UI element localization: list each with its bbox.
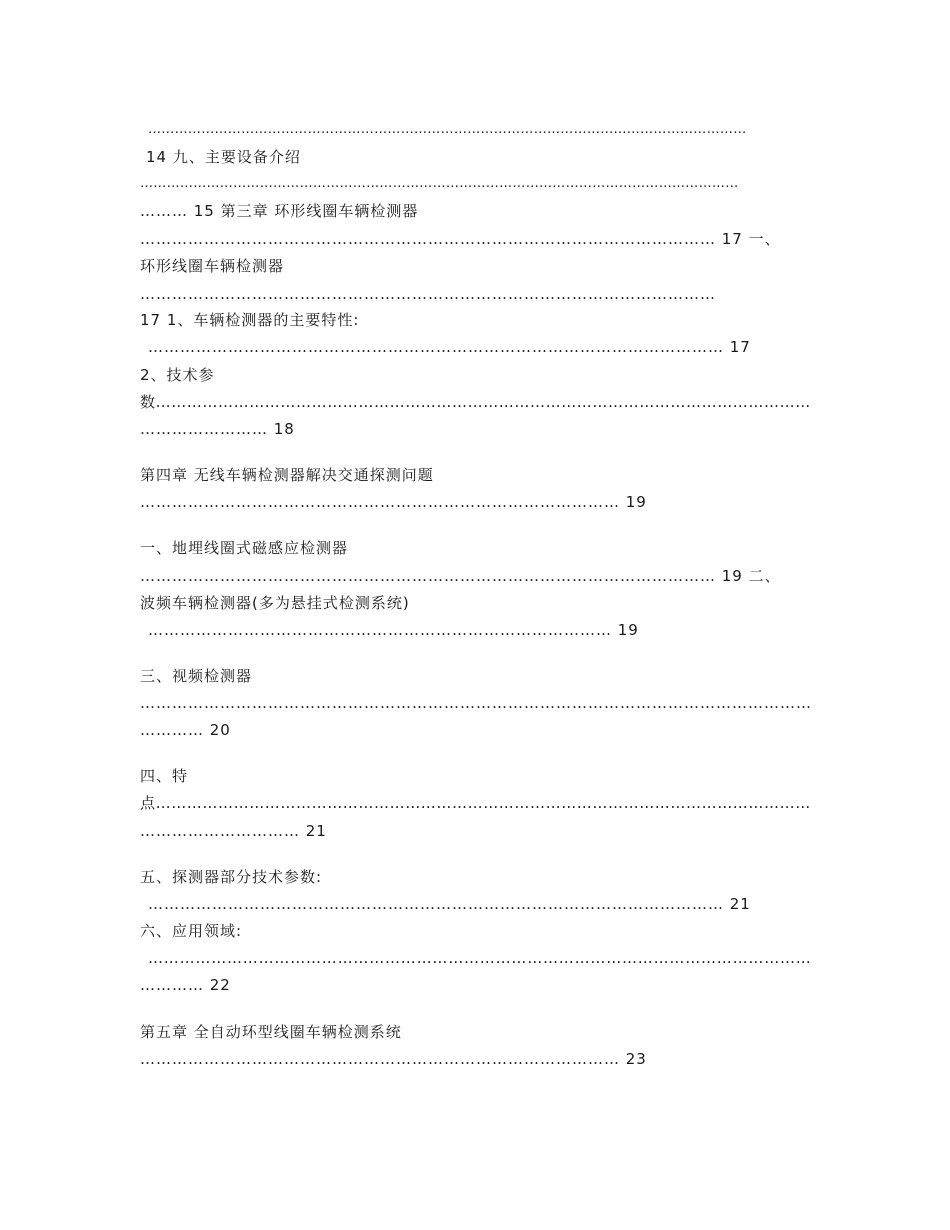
toc-entry: 波频车辆检测器(多为悬挂式检测系统) [140,594,410,612]
toc-entry: 点……………………………………………………………………………………………………………… [140,794,811,812]
toc-entry: 17 1、车辆检测器的主要特性: [140,311,360,329]
toc-entry: ……………………………………………………………………………… 23 [140,1050,647,1068]
toc-entry: ……………………………………………………………………………………………… 17 一、 [140,230,781,248]
toc-entry: …………………… 18 [140,420,295,438]
toc-entry: 第四章 无线车辆检测器解决交通探测问题 [140,466,434,484]
toc-entry: ……………………………………………………………………………………………… 17 [148,338,751,356]
toc-leader-line: ……………………………………………………………………………………………………………… [148,949,812,967]
toc-entry: 2、技术参 [140,366,215,384]
toc-entry: ………… 22 [140,976,231,994]
toc-entry: ……………………………………………………………………………………………… 19 二、 [140,567,781,585]
toc-entry: 四、特 [140,767,189,785]
toc-entry: …………………………………………………………………………… 19 [148,621,639,639]
toc-entry: 五、探测器部分技术参数: [140,868,323,886]
toc-leader-line: ……………………………………………………………………………………………… [140,285,716,303]
toc-entry: ………………………… 21 [140,822,327,840]
toc-entry: ……… 15 第三章 环形线圈车辆检测器 [140,202,419,220]
toc-entry: 第五章 全自动环型线圈车辆检测系统 [140,1023,402,1041]
toc-leader-line: ……………………………………………………………………………………………………………… [140,694,812,712]
toc-entry: 环形线圈车辆检测器 [140,257,285,275]
toc-entry: 三、视频检测器 [140,667,253,685]
toc-entry: 一、地埋线圈式磁感应检测器 [140,539,349,557]
toc-entry: ………… 20 [140,721,231,739]
toc-leader-line: ……………………………………………………………………………………………………………………… [148,122,747,137]
toc-entry: 数……………………………………………………………………………………………………………… [140,393,811,411]
toc-entry: 六、应用领域: [140,922,243,940]
toc-entry: ……………………………………………………………………………………………… 21 [148,895,751,913]
toc-entry: 14 九、主要设备介绍 [146,148,301,166]
toc-leader-line: ……………………………………………………………………………………………………………………… [140,176,739,191]
toc-entry: ……………………………………………………………………………… 19 [140,493,647,511]
